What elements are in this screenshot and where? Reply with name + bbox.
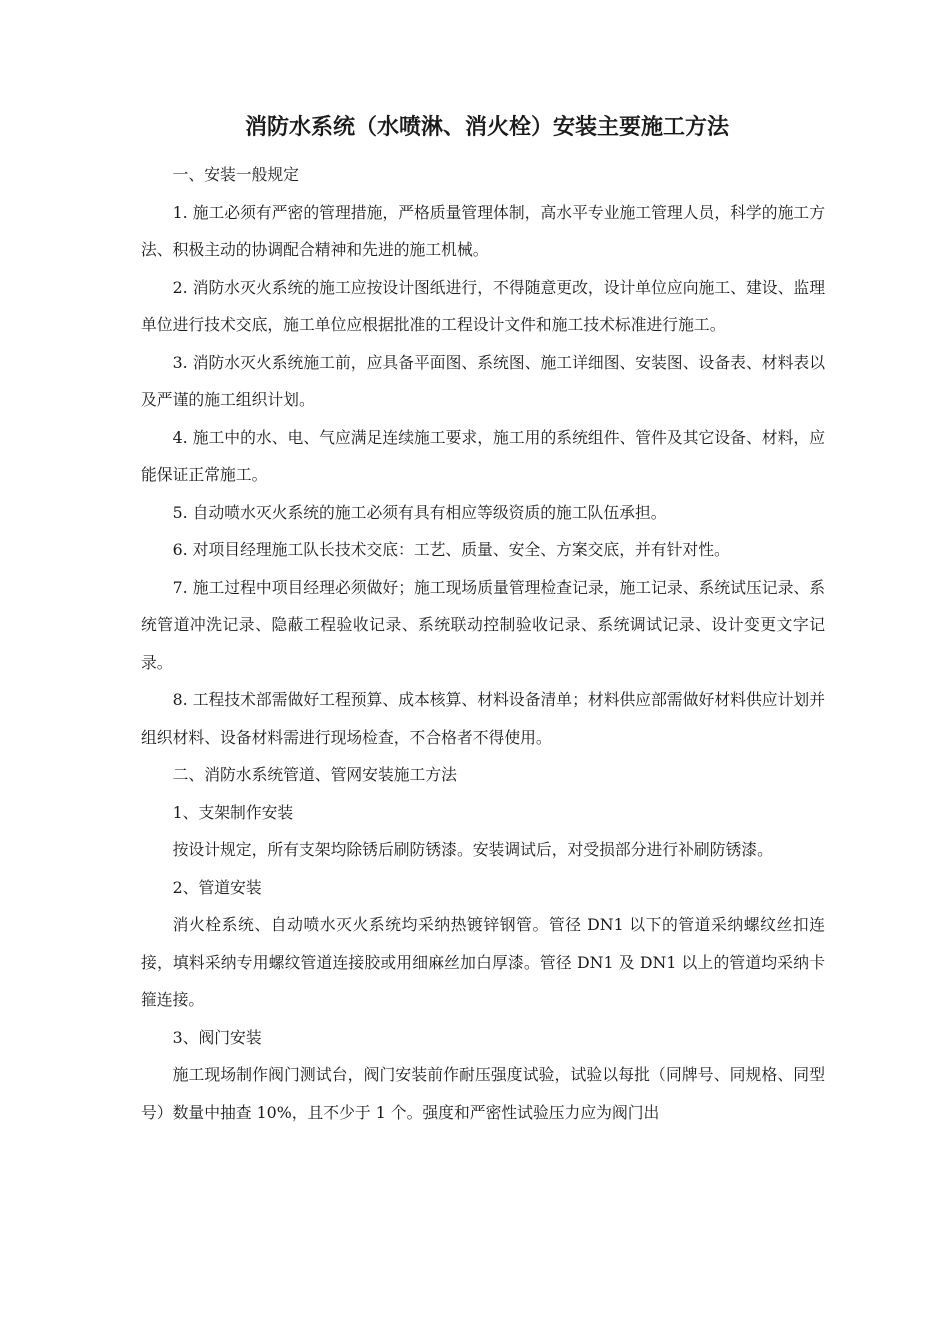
section-1-item-5: 5. 自动喷水灭火系统的施工必须有具有相应等级资质的施工队伍承担。 (172, 502, 667, 522)
document-title: 消防水系统（水喷淋、消火栓）安装主要施工方法 (244, 114, 729, 140)
section-1-item-7: 7. 施工过程中项目经理必须做好；施工现场质量管理检查记录，施工记录、系统试压记录、系统管道冲洗记录、隐蔽工程验收记录、系统联动控制验收记录、系统调试记录、设计变更文字记录。 (141, 577, 825, 672)
section-1-item-4: 4. 施工中的水、电、气应满足连续施工要求，施工用的系统组件、管件及其它设备、材料，应能保证正常施工。 (141, 427, 825, 484)
subsection-pipe-text: 消火栓系统、自动喷水灭火系统均采纳热镀锌钢管。管径 DN1 以下的管道采纳螺纹丝扣连接，填料采纳专用螺纹管道连接胶或用细麻丝加白厚漆。管径 DN1 及 DN1 以上的管道均采纳卡箍连接。 (141, 915, 825, 1009)
document-page (141, 112, 825, 1131)
section-1-item-2: 2. 消防水灭火系统的施工应按设计图纸进行，不得随意更改，设计单位应向施工、建设、监理单位进行技术交底，施工单位应根据批准的工程设计文件和施工技术标准进行施工。 (141, 277, 825, 334)
subsection-valve-text: 施工现场制作阀门测试台，阀门安装前作耐压强度试验，试验以每批（同牌号、同规格、同型号）数量中抽查 10%，且不少于 1 个。强度和严密性试验压力应为阀门出 (141, 1065, 825, 1122)
section-1-item-1: 1. 施工必须有严密的管理措施，严格质量管理体制，高水平专业施工管理人员，科学的施工方法、积极主动的协调配合精神和先进的施工机械。 (141, 202, 825, 259)
section-1-item-6: 6. 对项目经理施工队长技术交底：工艺、质量、安全、方案交底，并有针对性。 (172, 540, 730, 559)
section-1-item-3: 3. 消防水灭火系统施工前，应具备平面图、系统图、施工详细图、安装图、设备表、材料表以及严谨的施工组织计划。 (141, 352, 825, 409)
subsection-bracket-text: 按设计规定，所有支架均除锈后刷防锈漆。安装调试后，对受损部分进行补刷防锈漆。 (172, 840, 773, 859)
subsection-bracket-heading: 1、支架制作安装 (172, 802, 294, 822)
subsection-pipe-heading: 2、管道安装 (172, 877, 262, 897)
section-1-item-8: 8. 工程技术部需做好工程预算、成本核算、材料设备清单；材料供应部需做好材料供应计划并组织材料、设备材料需进行现场检查，不合格者不得使用。 (141, 690, 825, 747)
section-1-heading: 一、安装一般规定 (172, 165, 299, 184)
subsection-valve-heading: 3、阀门安装 (172, 1027, 262, 1047)
section-2-heading: 二、消防水系统管道、管网安装施工方法 (172, 765, 457, 784)
